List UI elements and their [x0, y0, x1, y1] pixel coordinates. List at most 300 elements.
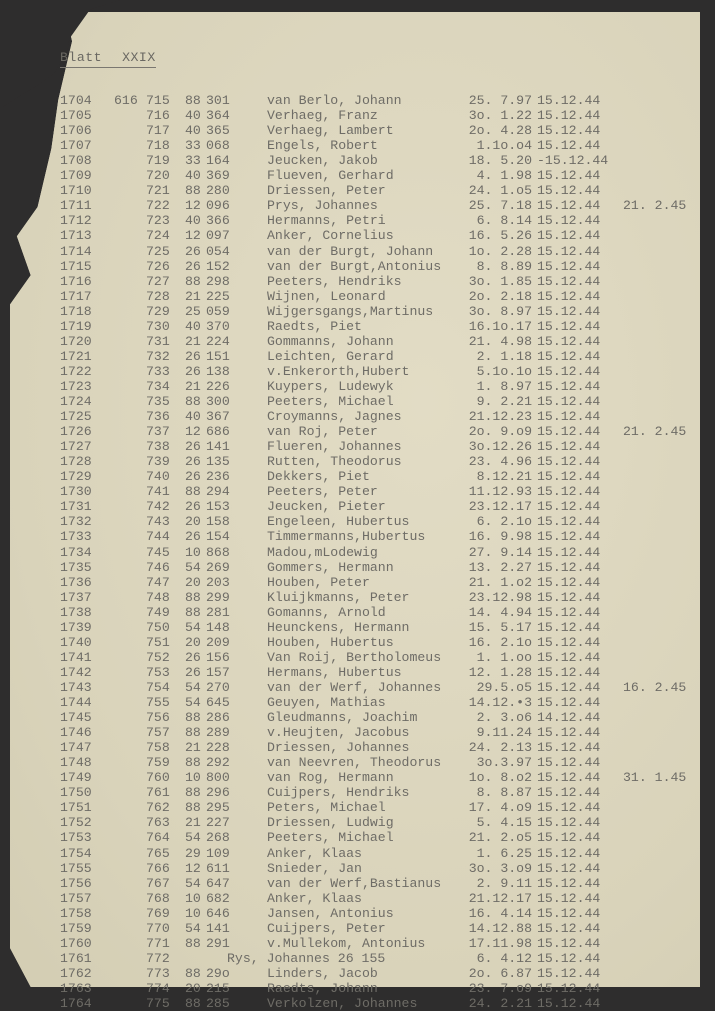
- entry-number: 1759: [60, 920, 92, 936]
- entry-number: 1730: [60, 484, 92, 500]
- sequence-number: 760: [146, 770, 170, 786]
- code-prefix: 88: [185, 965, 201, 981]
- entry-number: 1705: [60, 108, 92, 124]
- entry-date: -15.12.44: [537, 153, 609, 169]
- sequence-number: 728: [146, 288, 170, 304]
- sequence-number: 763: [146, 815, 170, 831]
- person-name: Verkolzen, Johannes: [267, 996, 418, 1011]
- entry-number: 1746: [60, 725, 92, 741]
- birth-date: 14. 4.94: [468, 604, 532, 620]
- entry-date: 15.12.44: [537, 318, 601, 334]
- person-name: Anker, Cornelius: [267, 228, 394, 244]
- entry-number: 1744: [60, 695, 92, 710]
- birth-date: 2. 9.11: [476, 875, 532, 891]
- sequence-number: 773: [146, 965, 170, 981]
- sequence-number: 767: [146, 875, 170, 891]
- entry-number: 1720: [60, 333, 92, 349]
- entry-number: 1710: [60, 183, 92, 199]
- birth-date: 23. 4.96: [468, 454, 532, 470]
- code-prefix: 12: [185, 228, 201, 244]
- birth-date: 18. 5.20: [468, 153, 532, 169]
- sequence-number: 759: [146, 755, 170, 771]
- code-suffix: 225: [206, 288, 230, 304]
- birth-date: 2o. 4.28: [468, 123, 532, 139]
- entry-date: 15.12.44: [537, 860, 601, 876]
- sequence-number: 765: [146, 845, 170, 861]
- code-prefix: 20: [185, 634, 201, 650]
- entry-date: 15.12.44: [537, 484, 601, 500]
- person-name: Heunckens, Hermann: [267, 619, 410, 635]
- code-suffix: 215: [206, 980, 230, 996]
- entry-number: 1745: [60, 710, 92, 726]
- person-name: van Rog, Hermann: [267, 770, 394, 786]
- entry-number: 1724: [60, 394, 92, 409]
- entry-number: 1731: [60, 499, 92, 515]
- birth-date: 8.12.21: [476, 469, 532, 485]
- sequence-number: 719: [146, 153, 170, 169]
- sequence-number: 724: [146, 228, 170, 244]
- birth-date: 1.1o.o4: [476, 138, 532, 154]
- birth-date: 16. 5.26: [468, 228, 532, 244]
- sequence-number: 766: [146, 860, 170, 876]
- birth-date: 1o. 8.o2: [468, 770, 532, 786]
- code-prefix: 33: [185, 138, 201, 154]
- entry-number: 1717: [60, 288, 92, 304]
- sequence-number: 771: [146, 935, 170, 951]
- sequence-number: 756: [146, 710, 170, 726]
- code-prefix: 29: [185, 845, 201, 861]
- code-suffix: 369: [206, 168, 230, 184]
- release-date: 21. 2.45: [623, 198, 687, 214]
- birth-date: 21. 4.98: [468, 333, 532, 349]
- sequence-number: 738: [146, 439, 170, 455]
- code-prefix: 26: [185, 469, 201, 485]
- code-suffix: 299: [206, 589, 230, 605]
- entry-date: 15.12.44: [537, 664, 601, 680]
- sequence-number: 775: [146, 996, 170, 1011]
- person-name: Hermans, Hubertus: [267, 664, 402, 680]
- birth-date: 27. 9.14: [468, 544, 532, 560]
- code-prefix: 88: [185, 755, 201, 771]
- entry-date: 15.12.44: [537, 785, 601, 801]
- sequence-number: 774: [146, 980, 170, 996]
- code-suffix: 157: [206, 664, 230, 680]
- code-suffix: 289: [206, 725, 230, 741]
- entry-date: 15.12.44: [537, 108, 601, 124]
- entry-date: 15.12.44: [537, 198, 601, 214]
- sequence-number: 717: [146, 123, 170, 139]
- code-prefix: 88: [185, 800, 201, 816]
- sequence-number: 734: [146, 378, 170, 394]
- person-name: Rutten, Theodorus: [267, 454, 402, 470]
- entry-date: 15.12.44: [537, 604, 601, 620]
- sequence-number: 761: [146, 785, 170, 801]
- person-name: Wijgersgangs,Martinus: [267, 303, 434, 319]
- code-prefix: 26: [185, 529, 201, 545]
- code-suffix: 367: [206, 409, 230, 425]
- birth-date: 8. 8.89: [476, 258, 532, 274]
- code-suffix: 292: [206, 755, 230, 771]
- birth-date: 17. 4.o9: [468, 800, 532, 816]
- sequence-number: 715: [146, 93, 170, 108]
- entry-number: 1719: [60, 318, 92, 334]
- entry-number: 1762: [60, 965, 92, 981]
- code-prefix: 26: [185, 348, 201, 364]
- release-date: 16. 2.45: [623, 679, 687, 695]
- entry-number: 1738: [60, 604, 92, 620]
- entry-number: 1741: [60, 649, 92, 665]
- code-suffix: 611: [206, 860, 230, 876]
- birth-date: 17.11.98: [468, 935, 532, 951]
- code-suffix: 236: [206, 469, 230, 485]
- person-name: v.Mullekom, Antonius: [267, 935, 426, 951]
- sequence-number: 764: [146, 830, 170, 846]
- person-name: v.Enkerorth,Hubert: [267, 363, 410, 379]
- code-suffix: 646: [206, 905, 230, 921]
- entry-date: 15.12.44: [537, 288, 601, 304]
- person-name: Houben, Hubertus: [267, 634, 394, 650]
- entry-date: 15.12.44: [537, 424, 601, 440]
- sequence-number: 754: [146, 679, 170, 695]
- person-name: Raedts, Johann: [267, 980, 378, 996]
- code-suffix: 281: [206, 604, 230, 620]
- code-prefix: 21: [185, 333, 201, 349]
- code-prefix: 20: [185, 574, 201, 590]
- entry-date: 15.12.44: [537, 649, 601, 665]
- sequence-number: 716: [146, 108, 170, 124]
- person-name: Hermanns, Petri: [267, 213, 386, 229]
- entry-date: 15.12.44: [537, 363, 601, 379]
- person-name: van der Werf,Bastianus: [267, 875, 442, 891]
- code-suffix: 152: [206, 258, 230, 274]
- birth-date: 6. 8.14: [476, 213, 532, 229]
- code-suffix: 096: [206, 198, 230, 214]
- entry-number: 1751: [60, 800, 92, 816]
- entry-date: 15.12.44: [537, 123, 601, 139]
- entry-date: 15.12.44: [537, 574, 601, 590]
- birth-date: 16. 4.14: [468, 905, 532, 921]
- code-prefix: 40: [185, 123, 201, 139]
- birth-date: 21.12.17: [468, 890, 532, 906]
- person-name: Linders, Jacob: [267, 965, 378, 981]
- person-name: Kluijkmanns, Peter: [267, 589, 410, 605]
- code-prefix: 88: [185, 935, 201, 951]
- person-name: Timmermanns,Hubertus: [267, 529, 426, 545]
- person-name: Gomanns, Arnold: [267, 604, 386, 620]
- birth-date: 24. 1.o5: [468, 183, 532, 199]
- entry-date: 15.12.44: [537, 93, 601, 108]
- entry-number: 1739: [60, 619, 92, 635]
- entry-date: 15.12.44: [537, 845, 601, 861]
- person-name: Peeters, Hendriks: [267, 273, 402, 289]
- sequence-number: 748: [146, 589, 170, 605]
- entry-number: 1733: [60, 529, 92, 545]
- entry-date: 15.12.44: [537, 409, 601, 425]
- code-suffix: 154: [206, 529, 230, 545]
- code-prefix: 40: [185, 213, 201, 229]
- entry-date: 15.12.44: [537, 619, 601, 635]
- entry-number: 1704: [60, 93, 92, 108]
- birth-date: 6. 2.1o: [476, 514, 532, 530]
- birth-date: 5.1o.1o: [476, 363, 532, 379]
- code-prefix: 20: [185, 514, 201, 530]
- code-suffix: 365: [206, 123, 230, 139]
- birth-date: 2o. 9.o9: [468, 424, 532, 440]
- person-name: Madou,mLodewig: [267, 544, 378, 560]
- entry-date: 15.12.44: [537, 589, 601, 605]
- person-name: Peeters, Peter: [267, 484, 378, 500]
- person-name: Driessen, Peter: [267, 183, 386, 199]
- sequence-number: 722: [146, 198, 170, 214]
- person-name: Van Roij, Bertholomeus: [267, 649, 442, 665]
- entry-number: 1727: [60, 439, 92, 455]
- sequence-number: 735: [146, 394, 170, 409]
- entry-date: 15.12.44: [537, 695, 601, 710]
- birth-date: 21.12.23: [468, 409, 532, 425]
- code-suffix: 054: [206, 243, 230, 259]
- code-prefix: 21: [185, 378, 201, 394]
- entry-date: 15.12.44: [537, 348, 601, 364]
- birth-date: 8. 8.87: [476, 785, 532, 801]
- code-suffix: 109: [206, 845, 230, 861]
- person-name: van Berlo, Johann: [267, 93, 402, 108]
- person-name: Driessen, Ludwig: [267, 815, 394, 831]
- sequence-number: 731: [146, 333, 170, 349]
- entry-date: 15.12.44: [537, 168, 601, 184]
- code-suffix: 268: [206, 830, 230, 846]
- entry-number: 1712: [60, 213, 92, 229]
- entry-date: 15.12.44: [537, 920, 601, 936]
- code-prefix: 12: [185, 860, 201, 876]
- code-suffix: 800: [206, 770, 230, 786]
- sequence-number: 736: [146, 409, 170, 425]
- sequence-number: 752: [146, 649, 170, 665]
- person-name: Leichten, Gerard: [267, 348, 394, 364]
- sequence-number: 747: [146, 574, 170, 590]
- entry-date: 15.12.44: [537, 559, 601, 575]
- code-prefix: 40: [185, 168, 201, 184]
- person-name: Verhaeg, Lambert: [267, 123, 394, 139]
- birth-date: 13. 2.27: [468, 559, 532, 575]
- code-prefix: 10: [185, 544, 201, 560]
- birth-date: 2. 3.o6: [476, 710, 532, 726]
- person-name: van der Werf, Johannes: [267, 679, 442, 695]
- code-prefix: 88: [185, 394, 201, 409]
- code-prefix: 88: [185, 996, 201, 1011]
- entry-number: 1748: [60, 755, 92, 771]
- code-suffix: 300: [206, 394, 230, 409]
- entry-number: 1721: [60, 348, 92, 364]
- entry-date: 15.12.44: [537, 213, 601, 229]
- sheet-title: [60, 50, 156, 65]
- sequence-number: 755: [146, 695, 170, 710]
- entry-date: 15.12.44: [537, 273, 601, 289]
- entry-number: 1742: [60, 664, 92, 680]
- sequence-number: 749: [146, 604, 170, 620]
- entry-number: 1732: [60, 514, 92, 530]
- entry-number: 1706: [60, 123, 92, 139]
- sequence-number: 725: [146, 243, 170, 259]
- sheet-label: Blatt: [60, 50, 103, 65]
- birth-date: 6. 4.12: [476, 950, 532, 966]
- code-prefix: 10: [185, 905, 201, 921]
- entry-number: 1709: [60, 168, 92, 184]
- person-name: Wijnen, Leonard: [267, 288, 386, 304]
- code-prefix: 88: [185, 604, 201, 620]
- title-underline: [60, 67, 156, 68]
- person-name: Houben, Peter: [267, 574, 370, 590]
- code-prefix: 40: [185, 108, 201, 124]
- entry-number: 1726: [60, 424, 92, 440]
- person-name: van der Burgt, Johann: [267, 243, 434, 259]
- sequence-number: 729: [146, 303, 170, 319]
- birth-date: 23. 7.o9: [468, 980, 532, 996]
- code-prefix: 25: [185, 303, 201, 319]
- birth-date: 9.11.24: [476, 725, 532, 741]
- entry-number: 1734: [60, 544, 92, 560]
- entry-date: 15.12.44: [537, 935, 601, 951]
- entry-number: 1750: [60, 785, 92, 801]
- entry-number: 1737: [60, 589, 92, 605]
- code-prefix: 54: [185, 619, 201, 635]
- code-prefix: 54: [185, 679, 201, 695]
- birth-date: 25. 7.97: [468, 93, 532, 108]
- release-date: 31. 1.45: [623, 770, 687, 786]
- birth-date: 2o. 6.87: [468, 965, 532, 981]
- entry-number: 1754: [60, 845, 92, 861]
- birth-date: 3o. 3.o9: [468, 860, 532, 876]
- entry-date: 15.12.44: [537, 755, 601, 771]
- entry-date: 15.12.44: [537, 258, 601, 274]
- code-prefix: 10: [185, 890, 201, 906]
- birth-date: 3o.12.26: [468, 439, 532, 455]
- birth-date: 24. 2.21: [468, 996, 532, 1011]
- entry-number: 1728: [60, 454, 92, 470]
- person-name: Gleudmanns, Joachim: [267, 710, 418, 726]
- birth-date: 1. 8.97: [476, 378, 532, 394]
- birth-date: 12. 1.28: [468, 664, 532, 680]
- sequence-number: 768: [146, 890, 170, 906]
- code-prefix: 26: [185, 243, 201, 259]
- birth-date: 16.1o.17: [468, 318, 532, 334]
- code-suffix: 224: [206, 333, 230, 349]
- entry-date: 15.12.44: [537, 740, 601, 756]
- birth-date: 16. 2.1o: [468, 634, 532, 650]
- entry-number: 1761: [60, 950, 92, 966]
- code-suffix: 291: [206, 935, 230, 951]
- entry-date: 15.12.44: [537, 303, 601, 319]
- entry-number: 1755: [60, 860, 92, 876]
- birth-date: 21. 2.o5: [468, 830, 532, 846]
- entry-number: 1752: [60, 815, 92, 831]
- person-name: Flueren, Johannes: [267, 439, 402, 455]
- code-suffix: 366: [206, 213, 230, 229]
- code-suffix: 296: [206, 785, 230, 801]
- entry-date: 15.12.44: [537, 996, 601, 1011]
- entry-date: 15.12.44: [537, 228, 601, 244]
- code-prefix: 54: [185, 830, 201, 846]
- entry-number: 1764: [60, 996, 92, 1011]
- entry-date: 15.12.44: [537, 965, 601, 981]
- birth-date: 21. 1.o2: [468, 574, 532, 590]
- entry-number: 1729: [60, 469, 92, 485]
- entry-number: 1758: [60, 905, 92, 921]
- person-name: van Roj, Peter: [267, 424, 378, 440]
- code-prefix: 21: [185, 288, 201, 304]
- entry-date: 15.12.44: [537, 980, 601, 996]
- person-name: Rys, Johannes 26 155: [227, 950, 386, 966]
- entry-number: 1753: [60, 830, 92, 846]
- sequence-number: 750: [146, 619, 170, 635]
- code-prefix: 88: [185, 725, 201, 741]
- person-name: Dekkers, Piet: [267, 469, 370, 485]
- code-suffix: 301: [206, 93, 230, 108]
- code-suffix: 203: [206, 574, 230, 590]
- birth-date: 2o. 2.18: [468, 288, 532, 304]
- sequence-number: 742: [146, 499, 170, 515]
- code-prefix: 20: [185, 980, 201, 996]
- code-prefix: 88: [185, 710, 201, 726]
- sequence-number: 770: [146, 920, 170, 936]
- entry-number: 1735: [60, 559, 92, 575]
- code-suffix: 164: [206, 153, 230, 169]
- entry-date: 15.12.44: [537, 378, 601, 394]
- birth-date: 1. 1.oo: [476, 649, 532, 665]
- code-prefix: 88: [185, 589, 201, 605]
- entry-number: 1756: [60, 875, 92, 891]
- person-name: Anker, Klaas: [267, 845, 362, 861]
- code-suffix: 156: [206, 649, 230, 665]
- code-prefix: 21: [185, 815, 201, 831]
- sequence-number: 739: [146, 454, 170, 470]
- birth-date: 29.5.o5: [476, 679, 532, 695]
- person-name: van der Burgt,Antonius: [267, 258, 442, 274]
- code-suffix: 370: [206, 318, 230, 334]
- sequence-number: 732: [146, 348, 170, 364]
- entry-date: 15.12.44: [537, 679, 601, 695]
- birth-date: 25. 7.18: [468, 198, 532, 214]
- person-name: v.Heujten, Jacobus: [267, 725, 410, 741]
- entry-date: 15.12.44: [537, 725, 601, 741]
- entry-date: 15.12.44: [537, 875, 601, 891]
- code-prefix: 33: [185, 153, 201, 169]
- code-prefix: 12: [185, 198, 201, 214]
- code-prefix: 54: [185, 875, 201, 891]
- sequence-number: 733: [146, 363, 170, 379]
- code-prefix: 26: [185, 439, 201, 455]
- code-suffix: 228: [206, 740, 230, 756]
- person-name: Peeters, Michael: [267, 830, 394, 846]
- sequence-number: 751: [146, 634, 170, 650]
- code-suffix: 868: [206, 544, 230, 560]
- entry-date: 15.12.44: [537, 394, 601, 409]
- entry-date: 15.12.44: [537, 800, 601, 816]
- entry-number: 1743: [60, 679, 92, 695]
- code-suffix: 270: [206, 679, 230, 695]
- entry-date: 15.12.44: [537, 439, 601, 455]
- entry-number: 1760: [60, 935, 92, 951]
- code-prefix: 26: [185, 664, 201, 680]
- code-suffix: 286: [206, 710, 230, 726]
- birth-date: 5. 4.15: [476, 815, 532, 831]
- code-prefix: 26: [185, 649, 201, 665]
- entry-number: 1714: [60, 243, 92, 259]
- person-name: Verhaeg, Franz: [267, 108, 378, 124]
- entry-number: 1747: [60, 740, 92, 756]
- person-name: Kuypers, Ludewyk: [267, 378, 394, 394]
- person-name: Gommanns, Johann: [267, 333, 394, 349]
- sequence-number: 720: [146, 168, 170, 184]
